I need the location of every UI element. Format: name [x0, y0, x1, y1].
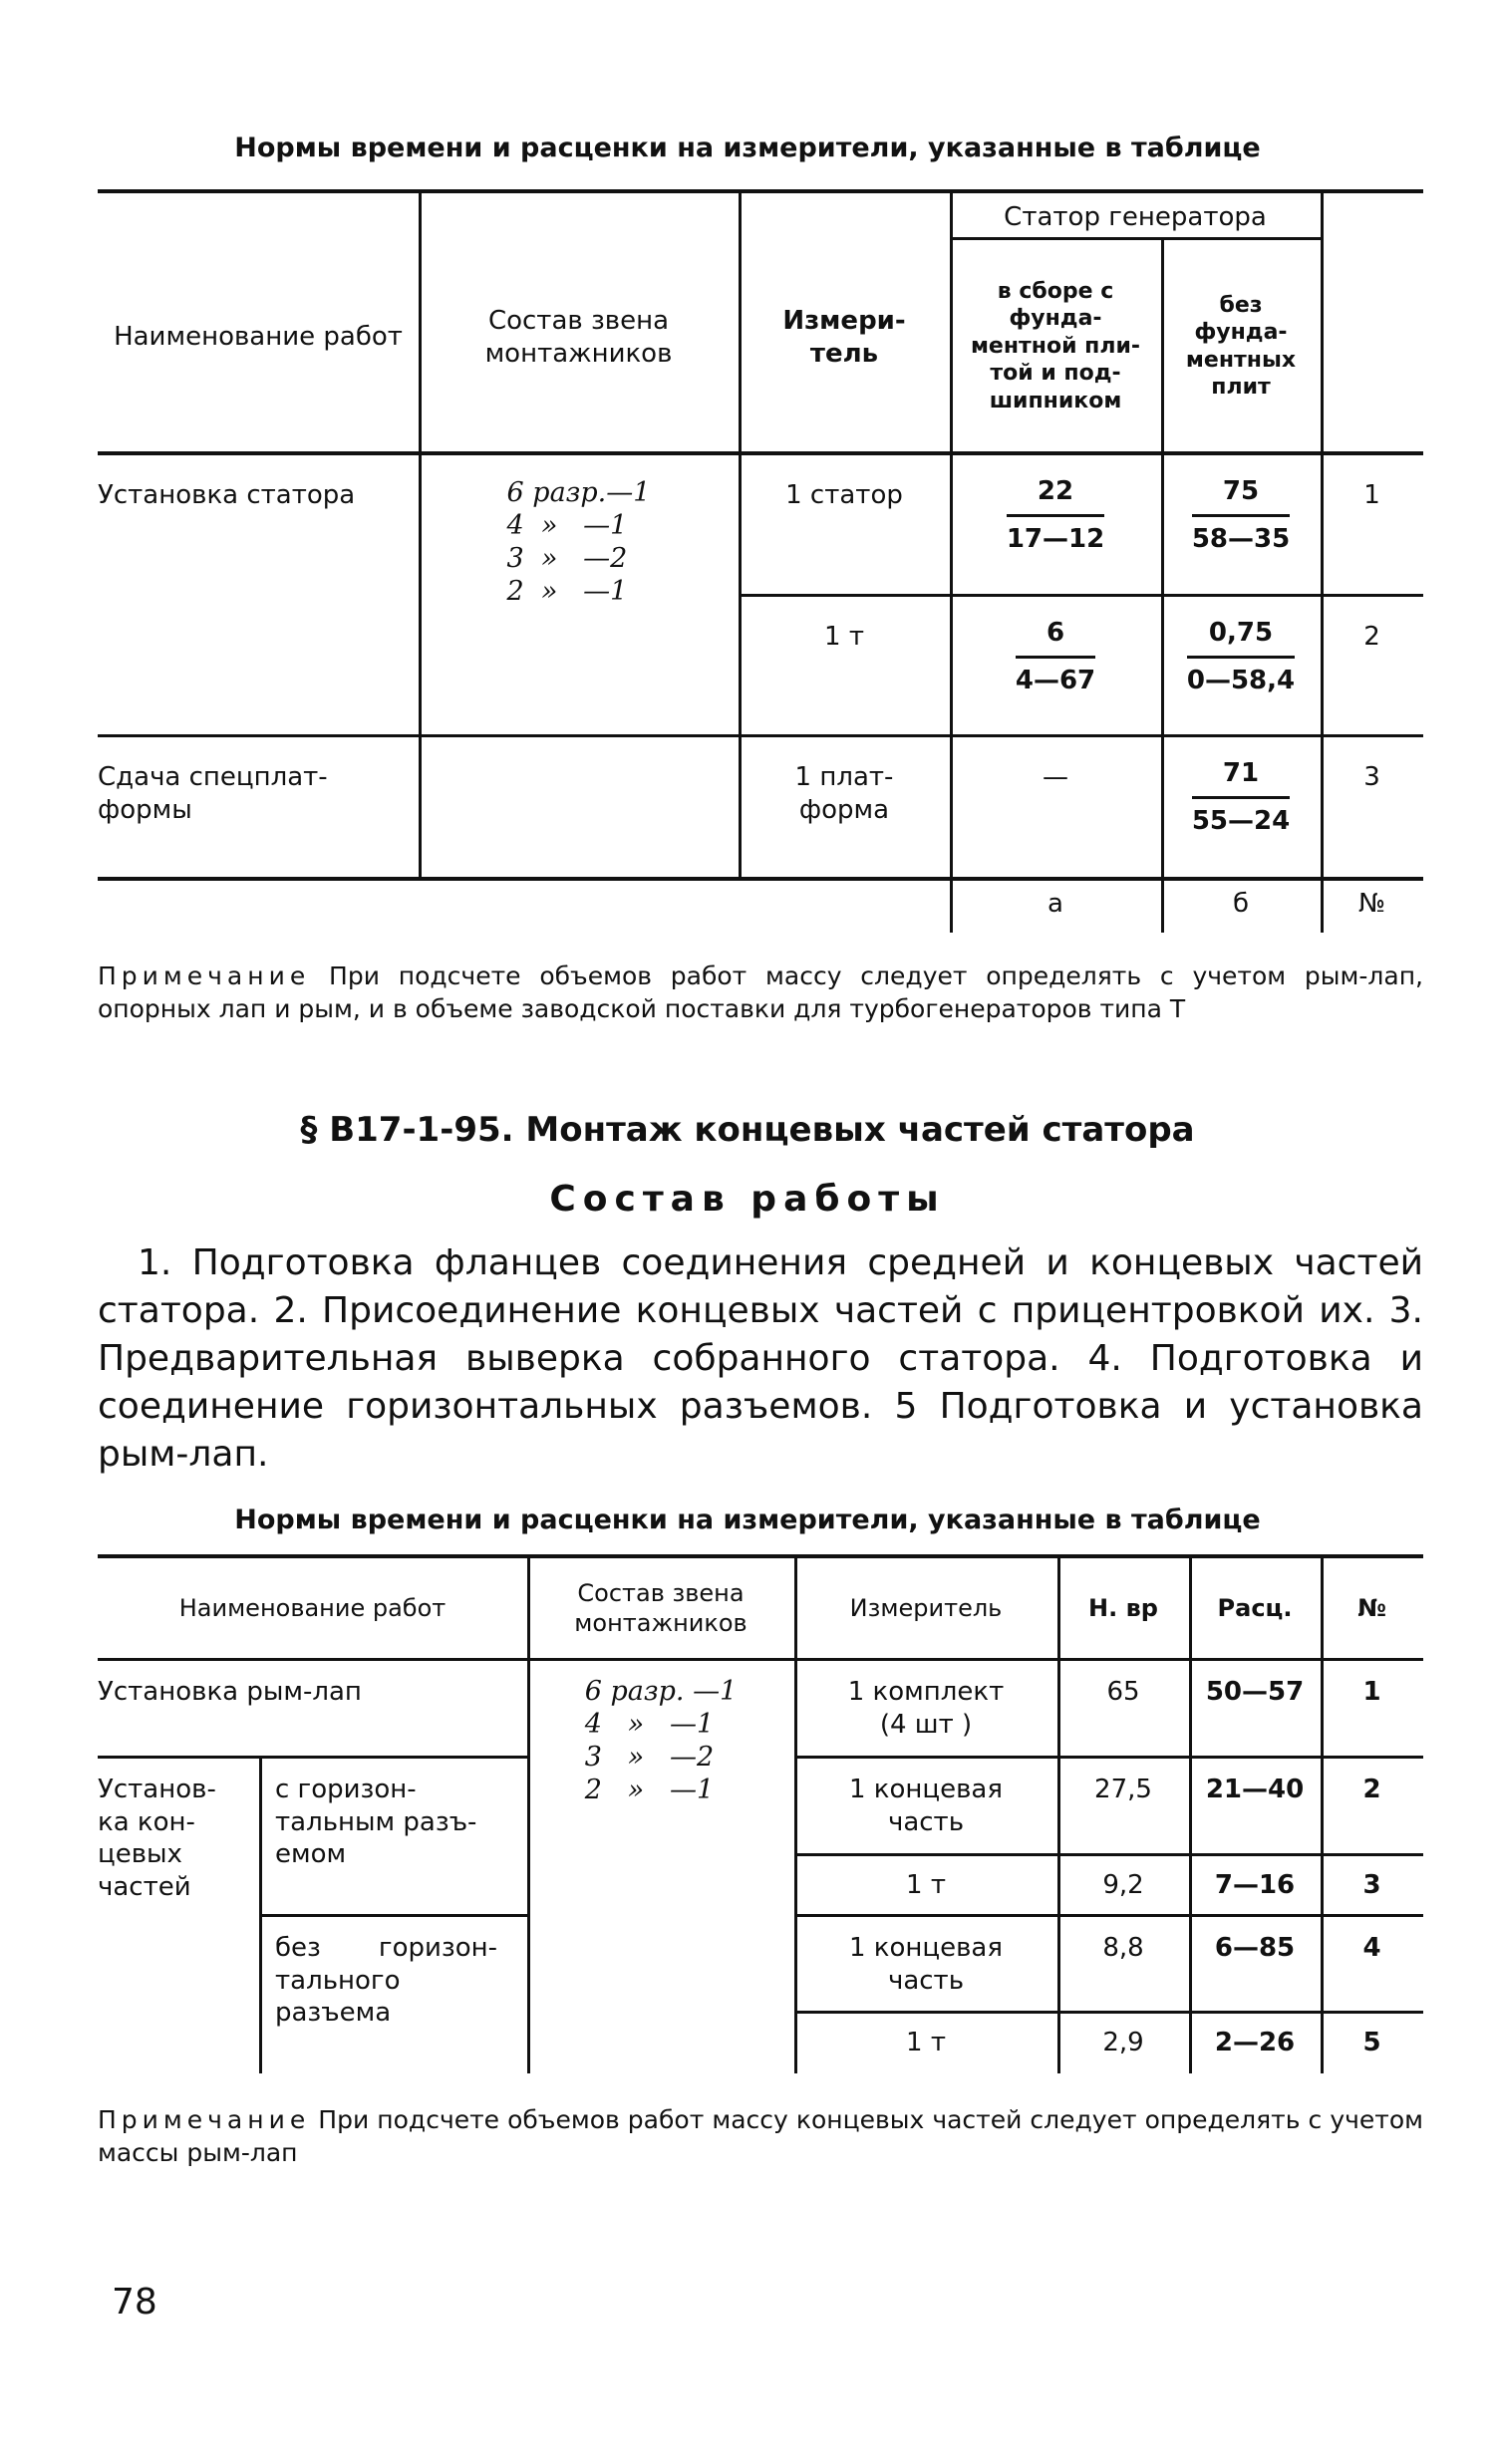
t1-row2-b: $\frac{0,75}{0—58,4}$	[1186, 618, 1296, 695]
t2-header-rasc: Расц.	[1217, 1594, 1293, 1622]
t1-crew: 6 разр.—1 4 » —1 3 » —2 2 » —1	[506, 477, 651, 607]
t2-row4-hvr: 8,8	[1102, 1933, 1144, 1963]
t2-row5-rasc: 2—26	[1214, 2028, 1296, 2057]
t2-row2-hvr: 27,5	[1094, 1775, 1152, 1804]
t1-row3-name: Сдача спецплат- формы	[98, 762, 328, 825]
t1-row2-num: 2	[1363, 622, 1380, 652]
t2-sub2-name: без горизон- тального разъема	[275, 1933, 497, 2028]
t1-row1-unit: 1 статор	[785, 480, 903, 510]
note1	[98, 960, 1423, 1025]
table2-caption: Нормы времени и расценки на измерители, указанные в таблице	[234, 1505, 1261, 1535]
page-number: 78	[112, 2282, 157, 2323]
t1-header-name: Наименование работ	[114, 322, 403, 353]
t1-header-a: в сборе с фунда- ментной пли- той и под- шипником	[970, 278, 1141, 413]
table1-caption: Нормы времени и расценки на измерители, указанные в таблице	[234, 133, 1261, 163]
t2-row3-hvr: 9,2	[1102, 1870, 1144, 1900]
t1-row3-a: —	[1043, 762, 1068, 792]
t1-header-crew: Состав звена монтажников	[484, 306, 673, 369]
t2-row5-num: 5	[1362, 2028, 1381, 2057]
t2-header-unit: Измеритель	[849, 1594, 1003, 1622]
t1-footer-a: а	[1047, 888, 1063, 919]
t1-header-b: без фунда- ментных плит	[1185, 292, 1297, 400]
t2-header-hvr: Н. вр	[1088, 1594, 1158, 1622]
note2-label: Примечание	[98, 2105, 311, 2134]
t2-row3-rasc: 7—16	[1214, 1870, 1296, 1900]
note2	[98, 2104, 1423, 2169]
t2-row1-num: 1	[1362, 1677, 1381, 1707]
t2-row2-unit: 1 концевая часть	[848, 1775, 1003, 1837]
t2-row1-rasc: 50—57	[1205, 1677, 1305, 1707]
t1-header-unit: Измери- тель	[782, 306, 906, 369]
t1-row3-unit: 1 плат- форма	[794, 762, 894, 825]
t2-header-name: Наименование работ	[178, 1594, 447, 1622]
t2-sub1-name: с горизон- тальным разъ- емом	[275, 1775, 477, 1869]
note1-label: Примечание	[98, 961, 311, 990]
t1-header-group: Статор генератора	[1004, 201, 1267, 232]
table2	[98, 1558, 1423, 2072]
t2-header-crew: Состав звена монтажников	[574, 1579, 748, 1637]
t1-footer-num: №	[1357, 888, 1386, 919]
t2-row2-num: 2	[1362, 1775, 1381, 1804]
table1	[98, 193, 1423, 932]
t2-row4-num: 4	[1362, 1933, 1381, 1963]
t1-row3-b: $\frac{71}{55—24}$	[1191, 758, 1291, 836]
t1-row1-name: Установка статора	[98, 480, 356, 510]
t2-row3-num: 3	[1362, 1870, 1381, 1900]
t2-row1-hvr: 65	[1106, 1677, 1140, 1707]
t1-row2-unit: 1 т	[824, 622, 864, 652]
t2-crew: 6 разр. —1 4 » —1 3 » —2 2 » —1	[584, 1676, 738, 1805]
section-text: 1. Подготовка фланцев соединения средней и концевых частей статора. 2. Присоединение концевых частей с прицентровкой их. 3. Предварительная выверка собранного статора. 4. Подготовка и соединение горизонтальных разъемов. 5 Подготовка и установка рым-лап.	[98, 1242, 1423, 1475]
t2-header-num: №	[1357, 1594, 1386, 1622]
t1-row3-num: 3	[1363, 762, 1380, 792]
note2-text: При подсчете объемов работ массу концевых частей следует определять с учетом массы рым-лап	[98, 2105, 1423, 2167]
t1-row1-num: 1	[1363, 480, 1380, 510]
t2-row2-rasc: 21—40	[1205, 1775, 1305, 1804]
t1-row2-a: $\frac{6}{4—67}$	[1015, 618, 1096, 695]
t2-row1-name: Установка рым-лап	[98, 1677, 362, 1707]
note1-text: При подсчете объемов работ массу следует определять с учетом рым-лап, опорных лап и рым, и в объеме заводской поставки для турбогенераторов типа Т	[98, 961, 1423, 1023]
t2-row1-unit: 1 комплект (4 шт )	[847, 1677, 1005, 1740]
section-title: § В17-1-95. Монтаж концевых частей статора	[300, 1110, 1195, 1150]
t2-row4-rasc: 6—85	[1214, 1933, 1296, 1963]
t2-row3-unit: 1 т	[906, 1870, 946, 1900]
t2-row5-unit: 1 т	[906, 2028, 946, 2057]
t2-row4-unit: 1 концевая часть	[848, 1933, 1003, 1996]
t2-row5-hvr: 2,9	[1102, 2028, 1144, 2057]
t1-row1-a: $\frac{22}{17—12}$	[1006, 476, 1105, 554]
section-subtitle: Состав работы	[549, 1179, 946, 1220]
t2-group-name: Установ- ка кон- цевых частей	[98, 1775, 216, 1902]
t1-row1-b: $\frac{75}{58—35}$	[1191, 476, 1291, 554]
t1-footer-b: б	[1232, 888, 1250, 919]
